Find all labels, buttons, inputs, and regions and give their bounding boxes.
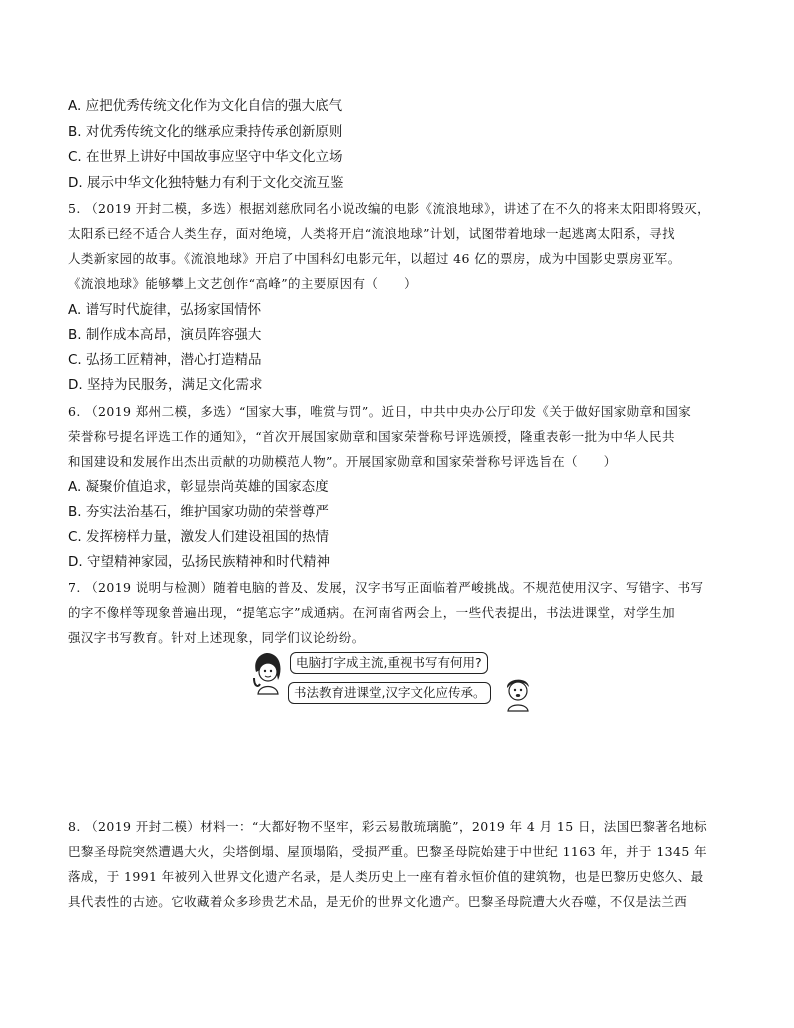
q6-text-line: 6. （2019 郑州二模，多选）“国家大事，唯赏与罚”。近日，中共中央办公厅印发《关于做好国家勋章和国家	[68, 404, 692, 419]
q7-text-line: 强汉字书写教育。针对上述现象，同学们议论纷纷。	[68, 630, 365, 645]
q7-text-line: 7. （2019 说明与检测）随着电脑的普及、发展，汉字书写正面临着严峻挑战。不规范使用汉字、写错字、书写	[68, 580, 704, 595]
q6-text-line: 和国建设和发展作出杰出贡献的功勋模范人物”。开展国家勋章和国家荣誉称号评选旨在（ ）	[68, 454, 617, 469]
q7-text-line: 的字不像样等现象普遍出现，“提笔忘字”成通病。在河南省两会上，一些代表提出，书法进课堂，对学生加	[68, 605, 675, 620]
q4-option-c: C. 在世界上讲好中国故事应坚守中华文化立场	[68, 149, 343, 165]
q8-text-line: 具代表性的古迹。它收藏着众多珍贵艺术品，是无价的世界文化遗产。巴黎圣母院遭大火吞噬，不仅是法兰西	[68, 894, 688, 909]
q6-text-line: 荣誉称号提名评选工作的通知》，“首次开展国家勋章和国家荣誉称号评选颁授，隆重表彰一批为中华人民共	[68, 429, 675, 444]
q5-option-d: D. 坚持为民服务，满足文化需求	[68, 377, 263, 393]
q8-text-line: 巴黎圣母院突然遭遇大火，尖塔倒塌、屋顶塌陷，受损严重。巴黎圣母院始建于中世纪 1163 年，并于 1345 年	[68, 844, 708, 859]
q6-option-c: C. 发挥榜样力量，激发人们建设祖国的热情	[68, 529, 330, 545]
q5-option-b: B. 制作成本高昂，演员阵容强大	[68, 327, 262, 343]
q7-illustration	[250, 648, 540, 712]
q6-option-d: D. 守望精神家园，弘扬民族精神和时代精神	[68, 554, 330, 570]
girl-icon	[250, 650, 286, 696]
boy-speech-bubble: 书法教育进课堂,汉字文化应传承。	[288, 682, 491, 704]
q5-text-line: 人类新家园的故事。《流浪地球》开启了中国科幻电影元年，以超过 46 亿的票房，成为中国影史票房亚军。	[68, 251, 681, 266]
boy-icon	[500, 674, 536, 712]
q6-option-b: B. 夯实法治基石，维护国家功勋的荣誉尊严	[68, 504, 329, 520]
q6-option-a: A. 凝聚价值追求，彰显崇尚英雄的国家态度	[68, 479, 329, 495]
q4-option-d: D. 展示中华文化独特魅力有利于文化交流互鉴	[68, 175, 344, 191]
q5-text-line: 太阳系已经不适合人类生存，面对绝境，人类将开启“流浪地球”计划，试图带着地球一起逃离太阳系，寻找	[68, 226, 675, 241]
q8-text-line: 8. （2019 开封二模）材料一：“大都好物不坚牢，彩云易散琉璃脆”，2019 年 4 月 15 日，法国巴黎著名地标	[68, 819, 708, 834]
q4-option-a: A. 应把优秀传统文化作为文化自信的强大底气	[68, 98, 343, 114]
girl-speech-bubble: 电脑打字成主流,重视书写有何用?	[290, 652, 488, 674]
q5-text-line: 《流浪地球》能够攀上文艺创作“高峰”的主要原因有（ ）	[68, 276, 417, 291]
q5-option-c: C. 弘扬工匠精神，潜心打造精品	[68, 352, 262, 368]
q5-text-line: 5. （2019 开封二模，多选）根据刘慈欣同名小说改编的电影《流浪地球》，讲述了在不久的将来太阳即将毁灭，	[68, 201, 711, 216]
q8-text-line: 落成，于 1991 年被列入世界文化遗产名录，是人类历史上一座有着永恒价值的建筑物，也是巴黎历史悠久、最	[68, 869, 704, 884]
q5-option-a: A. 谱写时代旋律，弘扬家国情怀	[68, 302, 262, 318]
q4-option-b: B. 对优秀传统文化的继承应秉持传承创新原则	[68, 124, 343, 140]
